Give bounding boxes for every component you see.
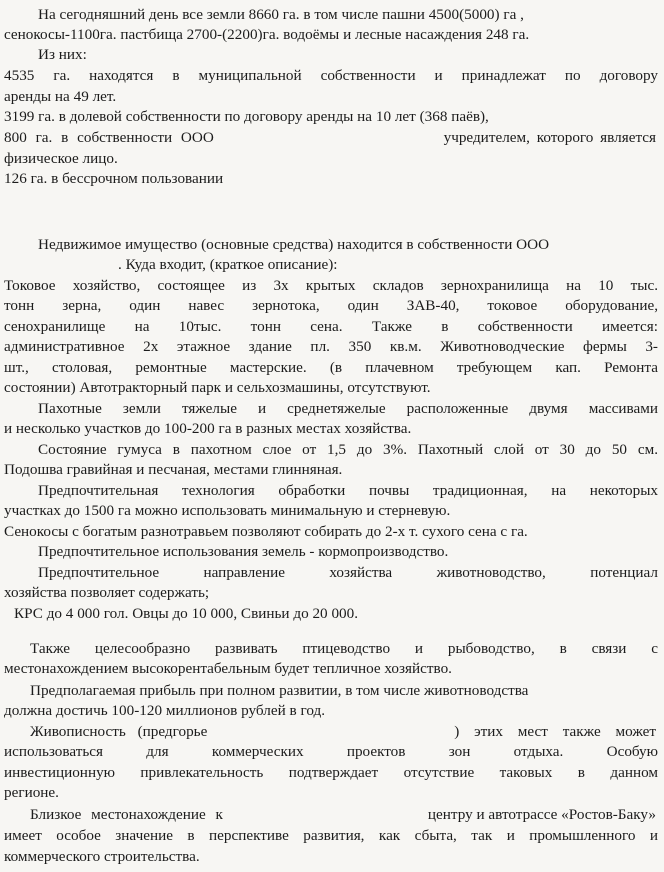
text-line: На сегодняшний день все земли 8660 га. в том числе пашни 4500(5000) га , bbox=[38, 6, 524, 23]
text-line: Также целесообразно развивать птицеводство и рыбоводство, в связи с bbox=[30, 640, 658, 657]
text-line: Токовое хозяйство, состоящее из 3х крытых складов зернохранилища на 10 тыс. bbox=[4, 277, 658, 294]
text-line: 4535 га. находятся в муниципальной собственности и принадлежат по договору bbox=[4, 67, 658, 84]
text-line: участках до 1500 га можно использовать минимальную и стерневую. bbox=[4, 502, 451, 519]
text-line: Предпочтительная технология обработки почвы традиционная, на некоторых bbox=[38, 482, 658, 499]
text-line: использоваться для коммерческих проектов зон отдыха. Особую bbox=[4, 743, 658, 760]
text-line: Предпочтительное использования земель - кормопроизводство. bbox=[38, 543, 449, 560]
section-heading: Из них: bbox=[38, 46, 87, 63]
text-line: 800 га. в собственности ООО учредителем, которого является bbox=[4, 129, 656, 146]
text-line: Живописность (предгорье ) этих мест также может bbox=[30, 723, 656, 740]
text-line: 126 га. в бессрочном пользовании bbox=[4, 170, 224, 187]
text-line: должна достичь 100-120 миллионов рублей в год. bbox=[4, 702, 326, 719]
text-line: шт., столовая, ремонтные мастерские. (в плачевном требующем кап. Ремонта bbox=[4, 359, 658, 376]
text-line: Подошва гравийная и песчаная, местами глинняная. bbox=[4, 461, 343, 478]
text-line: инвестиционную привлекательность подтверждает отсутствие таковых в данном bbox=[4, 764, 658, 781]
text-line: хозяйства позволяет содержать; bbox=[4, 584, 210, 601]
text-line: Сенокосы с богатым разнотравьем позволяют собирать до 2-х т. сухого сена с га. bbox=[4, 523, 528, 540]
text-line: Предпочтительное направление хозяйства животноводство, потенциал bbox=[38, 564, 658, 581]
text-line: сенохранилище на 10тыс. тонн сена. Также в собственности имеется: bbox=[4, 318, 658, 335]
text-line: сенокосы-1100га. пастбища 2700-(2200)га. водоёмы и лесные насаждения 248 га. bbox=[4, 26, 530, 43]
text-line: Недвижимое имущество (основные средства) находится в собственности ООО bbox=[38, 236, 550, 253]
text-line: местонахождением высокорентабельным будет тепличное хозяйство. bbox=[4, 660, 452, 677]
text-line: . Куда входит, (краткое описание): bbox=[118, 256, 338, 273]
text-line: Предполагаемая прибыль при полном развитии, в том числе животноводства bbox=[30, 682, 529, 699]
text-line: аренды на 49 лет. bbox=[4, 88, 117, 105]
text-line: КРС до 4 000 гол. Овцы до 10 000, Свиньи до 20 000. bbox=[14, 605, 359, 622]
text-line: имеет особое значение в перспективе развития, как сбыта, так и промышленного и bbox=[4, 827, 658, 844]
text-line: регионе. bbox=[4, 784, 59, 801]
text-line: состоянии) Автотракторный парк и сельхозмашины, отсутствуют. bbox=[4, 379, 431, 396]
text-line: тонн зерна, один навес зернотока, один ЗАВ-40, токовое оборудование, bbox=[4, 297, 658, 314]
text-line: Близкое местонахождение к центру и автотрассе «Ростов-Баку» bbox=[30, 806, 656, 823]
text-line: 3199 га. в долевой собственности по договору аренды на 10 лет (368 паёв), bbox=[4, 108, 489, 125]
text-line: физическое лицо. bbox=[4, 150, 118, 167]
text-line: Состояние гумуса в пахотном слое от 1,5 до 3%. Пахотный слой от 30 до 50 см. bbox=[38, 441, 658, 458]
text-line: и несколько участков до 100-200 га в разных местах хозяйства. bbox=[4, 420, 412, 437]
text-line: административное 2х этажное здание пл. 350 кв.м. Животноводческие фермы 3- bbox=[4, 338, 658, 355]
text-line: коммерческого строительства. bbox=[4, 848, 200, 865]
text-line: Пахотные земли тяжелые и среднетяжелые расположенные двумя массивами bbox=[38, 400, 658, 417]
